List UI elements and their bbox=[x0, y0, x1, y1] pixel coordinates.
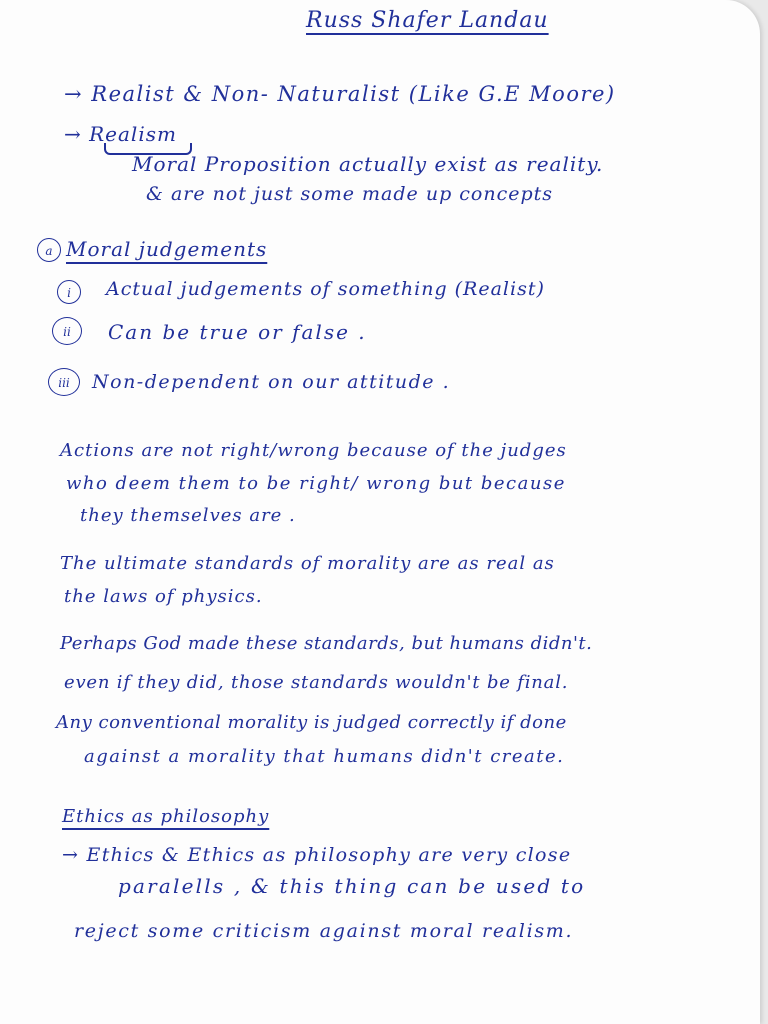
moral-judgement-point-2: Can be true or false . bbox=[108, 320, 367, 344]
actions-paragraph-line-3: they themselves are . bbox=[80, 505, 296, 526]
realism-description-line-1: Moral Proposition actually exist as reality. bbox=[132, 152, 604, 176]
ethics-line-2: paralells , & this thing can be used to bbox=[118, 874, 586, 898]
moral-judgement-point-3: Non-dependent on our attitude . bbox=[92, 371, 451, 393]
actions-paragraph-line-2: who deem them to be right/ wrong but because bbox=[66, 473, 566, 494]
point-marker-iii: iii bbox=[48, 368, 80, 396]
realist-line: → Realist & Non- Naturalist (Like G.E Moore) bbox=[64, 82, 616, 106]
actions-paragraph-line-1: Actions are not right/wrong because of the judges bbox=[60, 440, 567, 461]
page-title: Russ Shafer Landau bbox=[306, 8, 549, 33]
ethics-line-1: → Ethics & Ethics as philosophy are very close bbox=[62, 844, 572, 866]
standards-paragraph-line-1: The ultimate standards of morality are as real as bbox=[60, 553, 555, 574]
moral-judgement-point-1: Actual judgements of something (Realist) bbox=[106, 278, 545, 300]
realism-heading: → Realism bbox=[64, 122, 177, 146]
god-paragraph-line-1: Perhaps God made these standards, but humans didn't. bbox=[60, 633, 593, 654]
ethics-heading: Ethics as philosophy bbox=[62, 806, 270, 827]
point-marker-ii: ii bbox=[52, 317, 82, 345]
conventional-paragraph-line-2: against a morality that humans didn't create. bbox=[84, 746, 565, 767]
god-paragraph-line-2: even if they did, those standards wouldn't be final. bbox=[64, 672, 569, 693]
moral-judgements-heading: Moral judgements bbox=[66, 237, 268, 261]
point-marker-i: i bbox=[57, 280, 81, 304]
ethics-line-3: reject some criticism against moral realism. bbox=[74, 920, 574, 942]
standards-paragraph-line-2: the laws of physics. bbox=[64, 586, 263, 607]
conventional-paragraph-line-1: Any conventional morality is judged correctly if done bbox=[56, 712, 567, 733]
realism-description-line-2: & are not just some made up concepts bbox=[146, 183, 554, 205]
section-marker-a: a bbox=[37, 238, 61, 262]
